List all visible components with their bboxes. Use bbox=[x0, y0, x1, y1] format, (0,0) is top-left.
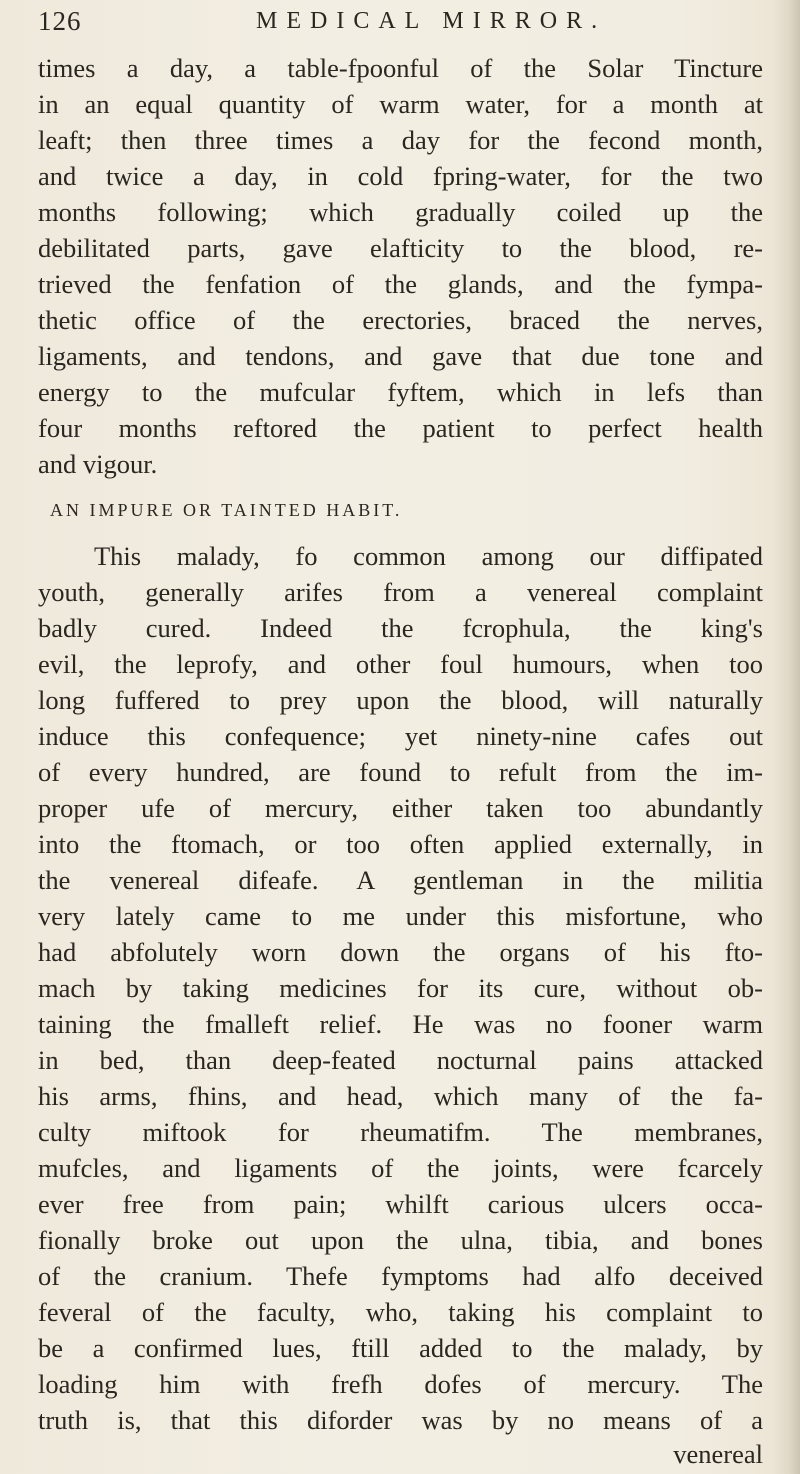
text-line: ever free from pain; whilft carious ulcers occa- bbox=[38, 1189, 763, 1219]
text-line: had abfolutely worn down the organs of his fto- bbox=[38, 937, 763, 967]
text-line: the venereal difeafe. A gentleman in the militia bbox=[38, 865, 763, 895]
text-line: energy to the mufcular fyftem, which in lefs than bbox=[38, 377, 763, 407]
text-line: be a confirmed lues, ftill added to the malady, by bbox=[38, 1333, 763, 1363]
page-number: 126 bbox=[38, 6, 82, 36]
text-line: This malady, fo common among our diffipated bbox=[94, 541, 763, 571]
text-line: and vigour. bbox=[38, 449, 158, 479]
text-line: in bed, than deep-feated nocturnal pains attacked bbox=[38, 1045, 763, 1075]
text-line: trieved the fenfation of the glands, and the fympa- bbox=[38, 269, 763, 299]
running-title: MEDICAL MIRROR. bbox=[256, 8, 607, 34]
text-line: fionally broke out upon the ulna, tibia, and bones bbox=[38, 1225, 763, 1255]
text-line: leaft; then three times a day for the fecond month, bbox=[38, 125, 763, 155]
catchword: venereal bbox=[673, 1439, 763, 1469]
text-line: ligaments, and tendons, and gave that due tone and bbox=[38, 341, 763, 371]
text-line: induce this confequence; yet ninety-nine cafes out bbox=[38, 721, 763, 751]
text-line: long fuffered to prey upon the blood, will naturally bbox=[38, 685, 763, 715]
section-heading: AN IMPURE OR TAINTED HABIT. bbox=[50, 500, 403, 520]
text-line: months following; which gradually coiled up the bbox=[38, 197, 763, 227]
text-line: proper ufe of mercury, either taken too abundantly bbox=[38, 793, 763, 823]
text-line: culty miftook for rheumatifm. The membranes, bbox=[38, 1117, 763, 1147]
text-line: times a day, a table-fpoonful of the Solar Tincture bbox=[38, 53, 763, 83]
text-line: debilitated parts, gave elafticity to the blood, re- bbox=[38, 233, 763, 263]
text-line: very lately came to me under this misfortune, who bbox=[38, 901, 763, 931]
text-line: loading him with frefh dofes of mercury. The bbox=[38, 1369, 763, 1399]
running-head bbox=[38, 6, 758, 42]
text-line: feveral of the faculty, who, taking his complaint to bbox=[38, 1297, 763, 1327]
text-line: mach by taking medicines for its cure, without ob- bbox=[38, 973, 763, 1003]
text-line: truth is, that this diforder was by no means of a bbox=[38, 1405, 763, 1435]
text-line: taining the fmalleft relief. He was no fooner warm bbox=[38, 1009, 763, 1039]
text-line: and twice a day, in cold fpring-water, for the two bbox=[38, 161, 763, 191]
text-line: of every hundred, are found to refult from the im- bbox=[38, 757, 763, 787]
text-line: his arms, fhins, and head, which many of the fa- bbox=[38, 1081, 763, 1111]
page-edge-shadow bbox=[772, 0, 800, 1474]
text-line: badly cured. Indeed the fcrophula, the king's bbox=[38, 613, 763, 643]
text-line: youth, generally arifes from a venereal complaint bbox=[38, 577, 763, 607]
text-line: mufcles, and ligaments of the joints, were fcarcely bbox=[38, 1153, 763, 1183]
text-line: into the ftomach, or too often applied externally, in bbox=[38, 829, 763, 859]
text-line: four months reftored the patient to perfect health bbox=[38, 413, 763, 443]
text-line: thetic office of the erectories, braced the nerves, bbox=[38, 305, 763, 335]
text-line: evil, the leprofy, and other foul humours, when too bbox=[38, 649, 763, 679]
text-line: in an equal quantity of warm water, for a month at bbox=[38, 89, 763, 119]
text-line: of the cranium. Thefe fymptoms had alfo deceived bbox=[38, 1261, 763, 1291]
